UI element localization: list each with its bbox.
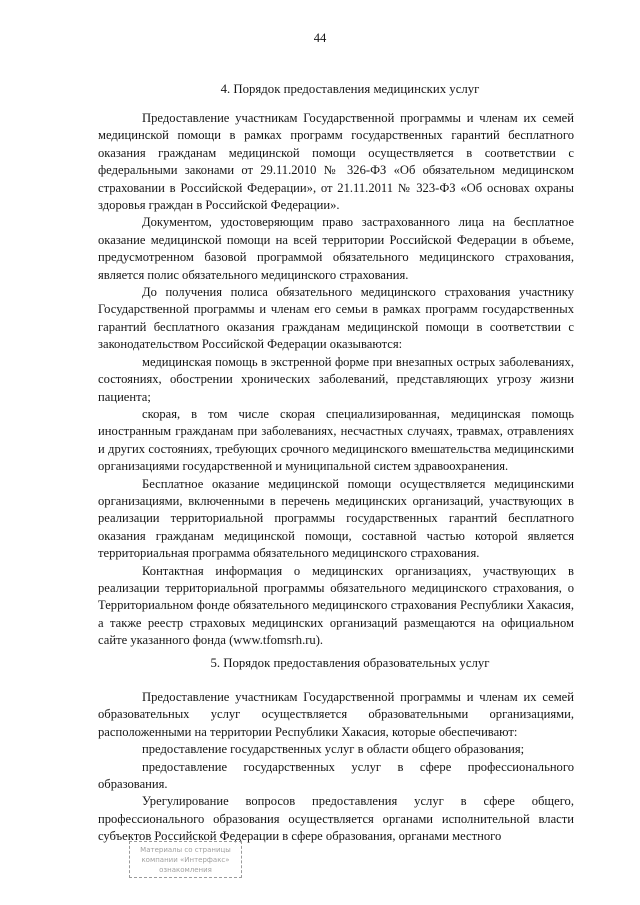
page-number: 44 (313, 31, 327, 45)
stamp-line: ознакомления (159, 866, 212, 874)
paragraph: Бесплатное оказание медицинской помощи осуществляется медицинскими организациями, включенными в перечень медицинских организаций, участвующих в реализации территориальной программы государственных гарантий бесплатного оказания гражданам медицинской помощи, составной частью которой является территориальная программа обязательного медицинского страхования. (98, 476, 574, 561)
paragraph: До получения полиса обязательного медицинского страхования участнику Государственной программы и членам его семьи в рамках программ государственных гарантий бесплатного оказания гражданам медицинской помощи в соответствии с законодательством Российской Федерации оказываются: (98, 285, 574, 352)
paragraph: Контактная информация о медицинских организациях, участвующих в реализации территориальной программы обязательного медицинского страхования, о Территориальном фонде обязательного медицинского страхования Республики Хакасия, а также реестр страховых медицинских организаций размещаются на официальном сайте указанного фонда (www.tfomsrh.ru). (98, 563, 574, 648)
list-paragraph: скорая, в том числе скорая специализированная, медицинская помощь иностранным гражданам при заболеваниях, несчастных случаях, травмах, отравлениях и других состояниях, требующих срочного медицинского вмешательства медицинскими организациями государственной и муниципальной систем здравоохранения. (98, 406, 574, 474)
paragraph: Предоставление участникам Государственной программы и членам их семей медицинской помощи в рамках программ государственных гарантий бесплатного оказания гражданам медицинской помощи осуществляется в соответствии с федеральными законами от 29.11.2010 № 326-ФЗ «Об обязательном медицинском страховании в Российской Федерации», от 21.11.2011 № 323-ФЗ «Об основах охраны здоровья граждан в Российской Федерации». (98, 111, 574, 213)
list-paragraph: медицинская помощь в экстренной форме при внезапных острых заболеваниях, состояниях, обострении хронических заболеваний, представляющих угрозу жизни пациента; (98, 354, 574, 404)
stamp-line: Материалы со страницы (140, 846, 231, 854)
paragraph: Урегулирование вопросов предоставления услуг в сфере общего, профессионального образования осуществляется органами исполнительной власти субъектов Российской Федерации в сфере образования, органами местного (98, 794, 574, 844)
watermark-stamp (129, 841, 242, 878)
section-5-heading: 5. Порядок предоставления образовательных услуг (210, 656, 490, 670)
list-paragraph: предоставление государственных услуг в области общего образования; (142, 742, 525, 757)
paragraph: Документом, удостоверяющим право застрахованного лица на бесплатное оказание медицинской помощи на всей территории Российской Федерации в объеме, предусмотренном базовой программой обязательного медицинского страхования, является полис обязательного медицинского страхования. (98, 215, 574, 282)
section-5-body (98, 689, 574, 846)
section-4-body (98, 110, 574, 650)
paragraph: Предоставление участникам Государственной программы и членам их семей образовательных услуг осуществляется образовательными организациями, расположенными на территории Республики Хакасия, которые обеспечивают: (98, 690, 574, 739)
section-4-heading: 4. Порядок предоставления медицинских услуг (220, 82, 480, 96)
list-paragraph: предоставление государственных услуг в сфере профессионального образования. (98, 759, 574, 792)
stamp-line: компании «Интерфакс» (141, 856, 230, 864)
